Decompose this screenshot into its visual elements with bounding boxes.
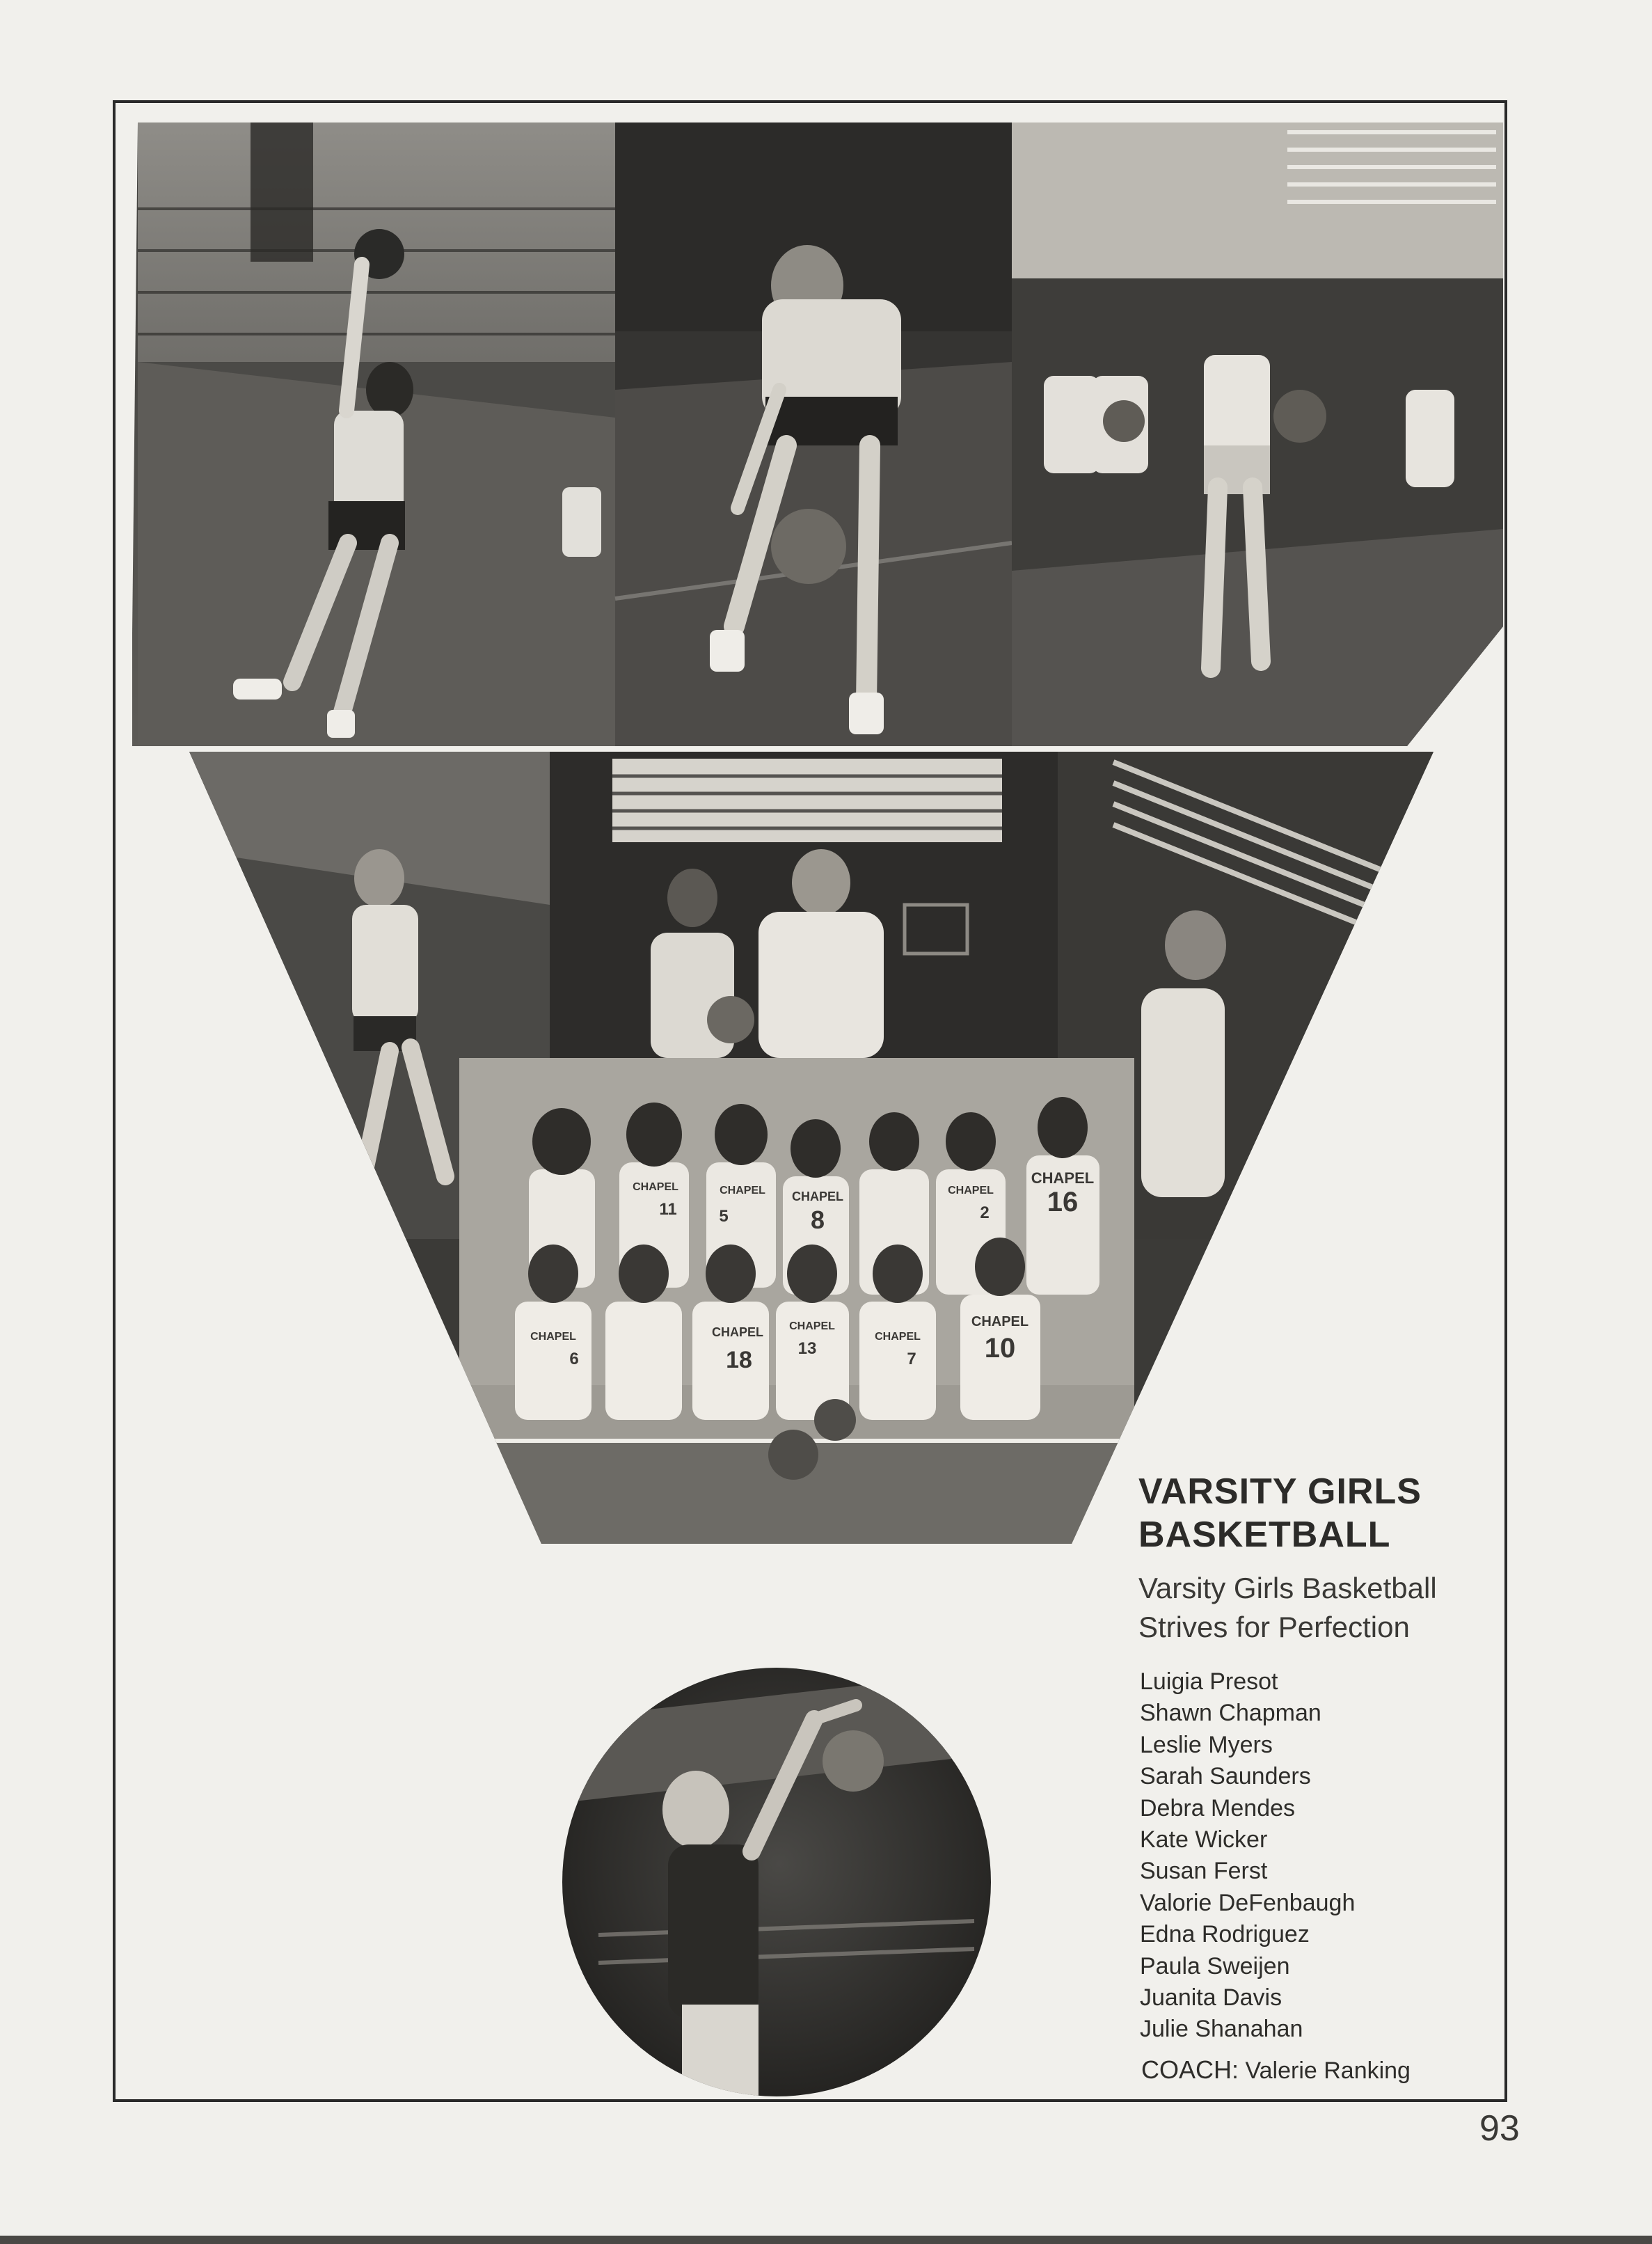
roster-item: Susan Ferst	[1140, 1858, 1268, 1885]
roster-list	[1140, 1666, 1502, 2046]
roster-item: Edna Rodriguez	[1140, 1921, 1310, 1948]
middle-photo-band	[181, 752, 1440, 1545]
jersey-team-text: CHAPEL	[948, 1185, 994, 1196]
jersey-number: 2	[980, 1203, 990, 1222]
coach-name: Valerie Ranking	[1245, 2057, 1411, 2084]
jersey-team-text: CHAPEL	[711, 1325, 764, 1339]
top-photo-band	[132, 123, 1503, 749]
coach-credit	[1141, 2055, 1411, 2086]
roster-item: Valorie DeFenbaugh	[1140, 1889, 1356, 1916]
section-subtitle-line-1: Varsity Girls Basketball	[1138, 1572, 1437, 1604]
photo-team	[459, 1058, 1134, 1545]
jersey-number: 10	[984, 1333, 1016, 1364]
jersey-number: 8	[810, 1206, 825, 1234]
section-subtitle-line-2: Strives for Perfection	[1138, 1611, 1410, 1643]
jersey-number: 18	[726, 1347, 752, 1373]
roster-item: Julie Shanahan	[1140, 2016, 1303, 2043]
coach-label: COACH:	[1141, 2055, 1239, 2084]
section-title-line-1: VARSITY GIRLS	[1138, 1471, 1422, 1512]
roster-item: Juanita Davis	[1140, 1984, 1282, 2012]
jersey-team-text: CHAPEL	[875, 1331, 921, 1343]
roster-item: Debra Mendes	[1140, 1794, 1296, 1822]
roster-item: Sarah Saunders	[1140, 1763, 1311, 1790]
photo-dribble	[615, 123, 1012, 746]
photo-practice-group	[1012, 123, 1503, 746]
jersey-number: 11	[659, 1200, 677, 1219]
jersey-team-text: CHAPEL	[530, 1331, 576, 1343]
roster-item: Leslie Myers	[1140, 1731, 1273, 1758]
jersey-number: 7	[907, 1350, 916, 1368]
jersey-number: 16	[1047, 1187, 1079, 1217]
jersey-number: 5	[719, 1207, 729, 1226]
jersey-team-text: CHAPEL	[720, 1185, 765, 1196]
jersey-number: 13	[797, 1339, 817, 1358]
roster-item: Shawn Chapman	[1140, 1700, 1321, 1727]
photo-layup	[138, 123, 615, 746]
jersey-team-text: CHAPEL	[791, 1190, 844, 1203]
jersey-number: 6	[569, 1350, 579, 1368]
jersey-team-text: CHAPEL	[633, 1181, 678, 1193]
jersey-team-text: CHAPEL	[971, 1314, 1029, 1329]
roster-item: Luigia Presot	[1140, 1668, 1278, 1695]
roster-item: Kate Wicker	[1140, 1826, 1268, 1854]
jersey-team-text: CHAPEL	[789, 1320, 835, 1332]
scan-edge-strip	[0, 2236, 1652, 2244]
section-title-line-2: BASKETBALL	[1138, 1515, 1391, 1555]
roster-item: Paula Sweijen	[1140, 1952, 1290, 1980]
page-number: 93	[1479, 2108, 1520, 2149]
jersey-team-text: CHAPEL	[1031, 1169, 1095, 1187]
section-title	[1138, 1470, 1500, 1556]
photo-center-players	[550, 752, 1058, 1058]
photo-circle-shot	[557, 1664, 1002, 2109]
section-subtitle	[1138, 1569, 1514, 1647]
